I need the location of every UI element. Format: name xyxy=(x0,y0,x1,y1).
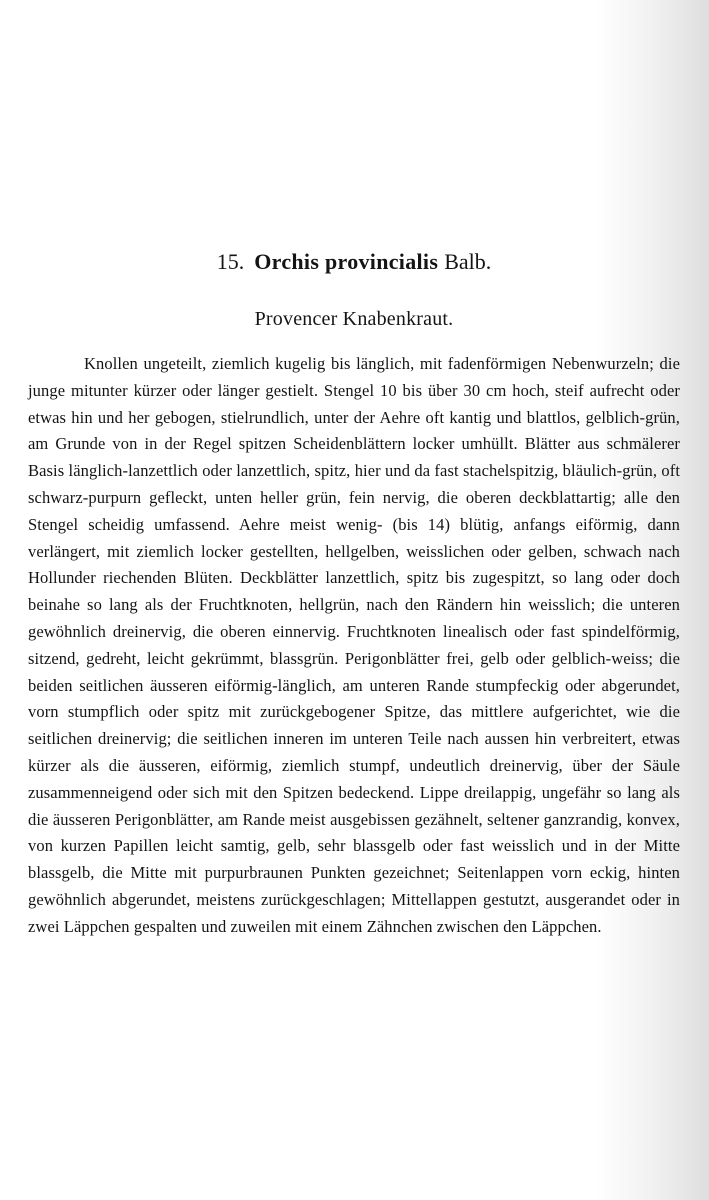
species-description: Knollen ungeteilt, ziemlich kugelig bis länglich, mit fadenförmigen Nebenwurzeln; die junge mitunter kürzer oder länger gestielt. Stengel 10 bis über 30 cm hoch, steif aufrecht oder etwas hin und her gebogen, stielrundlich, unter der Aehre oft kantig und blattlos, gelblich-grün, am Grunde von in der Regel spitzen Scheidenblättern locker umhüllt. Blätter aus schmälerer Basis länglich-lanzettlich oder lanzettlich, spitz, hier und da fast stachelspitzig, bläulich-grün, oft schwarz-purpurn gefleckt, unten heller grün, fein nervig, die oberen deckblattartig; alle den Stengel scheidig umfassend. Aehre meist wenig- (bis 14) blütig, anfangs eiförmig, dann verlängert, mit ziemlich locker gestellten, hellgelben, weisslichen oder gelben, schwach nach Hollunder riechenden Blüten. Deckblätter lanzettlich, spitz bis zugespitzt, so lang oder doch beinahe so lang als der Fruchtknoten, hellgrün, nach den Rändern hin weisslich; die unteren gewöhnlich dreinervig, die oberen einnervig. Fruchtknoten linealisch oder fast spindelförmig, sitzend, gedreht, leicht gekrümmt, blassgrün. Perigonblätter frei, gelb oder gelblich-weiss; die beiden seitlichen äusseren eiförmig-länglich, am unteren Rande stumpfeckig oder abgerundet, vorn stumpflich oder spitz mit zurückgebogener Spitze, das mittlere aufgerichtet, wie die seitlichen dreinervig; die seitlichen inneren im unteren Teile nach aussen hin verbreitert, etwas kürzer als die äusseren, eiförmig, ziemlich stumpf, undeutlich dreinervig, über der Säule zusammenneigend oder sich mit den Spitzen bedeckend. Lippe dreilappig, ungefähr so lang als die äusseren Perigonblätter, am Rande meist ausgebissen gezähnelt, seltener ganzrandig, konvex, von kurzen Papillen leicht samtig, gelb, sehr blassgelb oder fast weisslich und in der Mitte blassgelb, die Mitte mit purpurbraunen Punkten gezeichnet; Seitenlappen vorn eckig, hinten gewöhnlich abgerundet, meistens zurückgeschlagen; Mittellappen gestutzt, ausgerandet oder in zwei Läppchen gespalten und zuweilen mit einem Zähnchen zwischen den Läppchen. xyxy=(28,354,680,936)
common-name: Provencer Knabenkraut. xyxy=(254,308,454,330)
species-number: 15. xyxy=(216,249,245,274)
species-heading xyxy=(28,248,680,276)
species-entry xyxy=(28,248,680,941)
species-author: Balb. xyxy=(444,249,492,274)
species-name: Orchis provincialis xyxy=(254,249,439,274)
